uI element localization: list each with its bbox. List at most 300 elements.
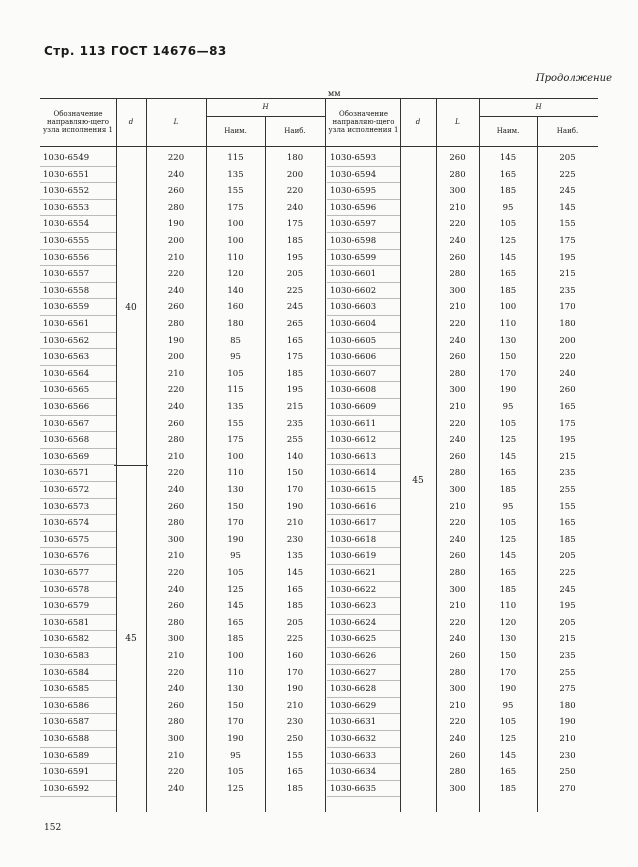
code-cell: 1030-6625 [330,634,377,645]
h-max-cell: 195 [559,252,576,263]
h-max-cell: 220 [559,352,576,363]
rule-line [325,98,326,812]
code-cell: 1030-6549 [43,153,90,163]
code-cell: 1030-6577 [43,568,90,578]
code-cell: 1030-6578 [43,584,90,595]
h-max-cell: 200 [559,335,576,346]
h-max-cell: 165 [286,767,304,778]
h-min-cell: 125 [227,584,244,595]
l-cell: 300 [167,634,185,645]
h-min-cell: 165 [499,169,517,180]
l-cell: 260 [167,302,185,313]
code-cell: 1030-6596 [330,202,377,213]
code-cell: 1030-6581 [43,617,90,628]
h-min-cell: 135 [227,402,244,412]
code-cell: 1030-6623 [330,601,377,612]
code-cell: 1030-6564 [43,368,90,379]
h-max-cell: 145 [286,568,304,578]
h-min-cell: 150 [227,501,244,512]
h-min-cell: 165 [499,269,517,280]
h-max-cell: 245 [559,584,576,595]
h-min-cell: 145 [227,601,244,612]
l-cell: 220 [167,568,185,578]
l-cell: 240 [167,485,185,495]
h-min-cell: 125 [499,435,517,446]
l-cell: 260 [167,501,185,512]
code-cell: 1030-6562 [43,335,90,346]
h-min-cell: 95 [230,750,241,761]
h-min-cell: 140 [227,285,244,296]
header-L: L [173,118,179,126]
code-cell: 1030-6613 [330,451,377,462]
unit-label: мм [328,89,341,98]
h-min-cell: 145 [499,153,517,163]
code-cell: 1030-6609 [330,402,377,412]
code-cell: 1030-6603 [330,302,377,313]
header-H: H [535,103,542,111]
h-max-cell: 205 [559,617,576,628]
h-max-cell: 245 [286,302,304,313]
h-max-cell: 235 [559,468,576,479]
h-max-cell: 190 [286,684,304,695]
l-cell: 260 [449,551,466,562]
h-max-cell: 250 [559,767,576,778]
h-min-cell: 145 [499,750,517,761]
header-h_max: Наиб. [556,127,579,135]
h-min-cell: 125 [499,734,517,744]
h-min-cell: 125 [499,236,517,246]
l-cell: 220 [449,219,466,230]
h-max-cell: 240 [286,202,304,213]
code-cell: 1030-6563 [43,352,90,363]
h-min-cell: 105 [227,767,244,778]
l-cell: 240 [167,169,185,180]
l-cell: 220 [449,418,466,429]
h-max-cell: 180 [286,153,304,163]
code-cell: 1030-6567 [43,418,90,429]
h-max-cell: 230 [286,534,304,545]
h-max-cell: 185 [286,601,304,612]
h-min-cell: 125 [227,783,244,794]
h-min-cell: 105 [227,568,244,578]
code-cell: 1030-6619 [330,551,377,562]
h-max-cell: 235 [286,418,304,429]
h-min-cell: 95 [230,352,241,363]
code-cell: 1030-6635 [330,783,377,794]
code-cell: 1030-6633 [330,750,377,761]
code-cell: 1030-6583 [43,651,90,661]
h-max-cell: 170 [559,302,576,313]
l-cell: 240 [167,285,185,296]
h-min-cell: 130 [227,485,244,495]
h-max-cell: 205 [286,269,304,280]
h-min-cell: 130 [227,684,244,695]
l-cell: 210 [167,651,185,661]
l-cell: 280 [167,717,185,728]
l-cell: 260 [449,153,466,163]
l-cell: 280 [449,667,466,678]
l-cell: 300 [449,684,466,695]
code-cell: 1030-6597 [330,219,377,230]
code-cell: 1030-6611 [330,418,377,429]
l-cell: 210 [167,368,185,379]
l-cell: 220 [449,518,466,529]
code-cell: 1030-6554 [43,219,90,230]
h-max-cell: 175 [559,418,576,429]
h-max-cell: 180 [559,319,576,329]
code-cell: 1030-6592 [43,783,90,794]
l-cell: 260 [449,352,466,363]
l-cell: 300 [449,186,466,197]
h-max-cell: 265 [286,319,304,329]
h-max-cell: 180 [559,700,576,711]
h-min-cell: 185 [499,285,517,296]
code-cell: 1030-6616 [330,501,377,512]
h-max-cell: 255 [286,435,304,446]
h-min-cell: 190 [227,534,244,545]
code-cell: 1030-6602 [330,285,377,296]
l-cell: 240 [449,734,466,744]
h-min-cell: 165 [499,468,517,479]
h-max-cell: 135 [286,551,304,562]
h-min-cell: 110 [227,468,244,479]
code-cell: 1030-6634 [330,767,377,778]
code-cell: 1030-6599 [330,252,377,263]
l-cell: 200 [167,236,185,246]
code-cell: 1030-6631 [330,717,377,728]
page-number: 152 [44,823,62,833]
page-header: Стр. 113 ГОСТ 14676—83 [44,44,227,58]
l-cell: 300 [449,385,466,396]
code-cell: 1030-6574 [43,518,90,529]
group-rule [114,465,148,466]
l-cell: 300 [167,734,185,744]
h-min-cell: 180 [227,319,244,329]
l-cell: 210 [449,302,466,313]
h-max-cell: 230 [286,717,304,728]
l-cell: 300 [449,485,466,495]
l-cell: 280 [449,468,466,479]
l-cell: 280 [167,202,185,213]
h-max-cell: 160 [286,651,304,661]
h-max-cell: 175 [559,236,576,246]
h-min-cell: 115 [227,153,244,163]
code-cell: 1030-6594 [330,169,377,180]
code-cell: 1030-6571 [43,468,90,479]
code-cell: 1030-6573 [43,501,90,512]
code-cell: 1030-6598 [330,236,377,246]
h-max-cell: 190 [286,501,304,512]
h-max-cell: 185 [286,783,304,794]
code-cell: 1030-6612 [330,435,377,446]
code-cell: 1030-6576 [43,551,90,562]
h-max-cell: 185 [286,236,304,246]
h-max-cell: 185 [286,368,304,379]
continuation-label: Продолжение [535,73,612,84]
h-min-cell: 110 [499,601,517,612]
l-cell: 260 [167,601,185,612]
h-max-cell: 215 [559,451,576,462]
l-cell: 220 [449,717,466,728]
h-max-cell: 200 [286,169,304,180]
h-max-cell: 225 [286,634,304,645]
h-min-cell: 185 [499,186,517,197]
l-cell: 220 [167,667,185,678]
h-min-cell: 165 [499,767,517,778]
h-min-cell: 150 [227,700,244,711]
l-cell: 280 [167,435,185,446]
h-min-cell: 95 [502,202,514,213]
h-min-cell: 105 [499,219,517,230]
h-min-cell: 105 [227,368,244,379]
l-cell: 280 [167,518,185,529]
h-max-cell: 235 [559,285,576,296]
h-min-cell: 150 [499,651,517,661]
code-cell: 1030-6629 [330,700,377,711]
l-cell: 220 [167,269,185,280]
l-cell: 210 [449,202,466,213]
h-max-cell: 170 [286,667,304,678]
h-max-cell: 260 [559,385,576,396]
l-cell: 210 [167,252,185,263]
h-min-cell: 170 [499,667,517,678]
h-max-cell: 225 [559,169,576,180]
h-min-cell: 155 [227,186,244,197]
code-cell: 1030-6556 [43,252,90,263]
code-cell: 1030-6569 [43,451,90,462]
l-cell: 300 [449,783,466,794]
l-cell: 260 [167,418,185,429]
code-cell: 1030-6624 [330,617,377,628]
h-min-cell: 120 [499,617,517,628]
h-min-cell: 145 [499,451,517,462]
h-max-cell: 250 [286,734,304,744]
h-min-cell: 185 [227,634,244,645]
h-max-cell: 175 [286,219,304,230]
h-min-cell: 175 [227,202,244,213]
h-min-cell: 95 [502,700,514,711]
h-min-cell: 95 [230,551,241,562]
h-min-cell: 100 [227,651,244,661]
code-cell: 1030-6582 [43,634,90,645]
code-cell: 1030-6607 [330,368,377,379]
l-cell: 260 [449,451,466,462]
l-cell: 240 [167,584,185,595]
h-min-cell: 185 [499,783,517,794]
l-cell: 240 [449,335,466,346]
code-cell: 1030-6572 [43,485,90,495]
h-min-cell: 130 [499,634,517,645]
h-max-cell: 240 [559,368,576,379]
h-max-cell: 195 [286,252,304,263]
h-max-cell: 170 [286,485,304,495]
l-cell: 280 [167,319,185,329]
h-max-cell: 275 [559,684,576,695]
l-cell: 280 [449,269,466,280]
header-code: Обозначение направляю-щего узла исполнения 1 [43,110,113,134]
h-max-cell: 155 [559,219,576,230]
code-cell: 1030-6618 [330,534,377,545]
code-cell: 1030-6622 [330,584,377,595]
d-group-cell: 40 [125,302,137,313]
row-rule [40,796,116,797]
h-max-cell: 225 [286,285,304,296]
h-min-cell: 115 [227,385,244,396]
h-max-cell: 205 [559,153,576,163]
h-min-cell: 165 [227,617,244,628]
h-min-cell: 100 [227,219,244,230]
header-d: d [415,118,421,126]
l-cell: 280 [449,767,466,778]
l-cell: 280 [449,169,466,180]
l-cell: 280 [167,617,185,628]
l-cell: 260 [449,750,466,761]
header-h_min: Наим. [224,127,247,135]
h-min-cell: 185 [499,485,517,495]
l-cell: 210 [449,700,466,711]
code-cell: 1030-6565 [43,385,90,396]
l-cell: 220 [167,468,185,479]
h-max-cell: 255 [559,485,576,495]
h-min-cell: 85 [230,335,241,346]
header-L: L [455,118,460,126]
h-min-cell: 145 [499,551,517,562]
h-max-cell: 255 [559,667,576,678]
h-min-cell: 145 [499,252,517,263]
h-min-cell: 170 [499,368,517,379]
h-min-cell: 130 [499,335,517,346]
code-cell: 1030-6568 [43,435,90,446]
l-cell: 210 [449,402,466,412]
l-cell: 240 [167,783,185,794]
l-cell: 240 [449,435,466,446]
h-min-cell: 125 [499,534,517,545]
code-cell: 1030-6588 [43,734,90,744]
header-code: Обозначение направляю-щего узла исполнения 1 [328,110,399,134]
code-cell: 1030-6595 [330,186,377,197]
h-min-cell: 190 [227,734,244,744]
l-cell: 260 [167,700,185,711]
l-cell: 200 [167,352,185,363]
h-max-cell: 195 [559,435,576,446]
d-group-cell: 45 [412,476,424,486]
h-max-cell: 215 [559,269,576,280]
h-max-cell: 140 [286,451,304,462]
h-min-cell: 95 [502,501,514,512]
h-min-cell: 100 [227,451,244,462]
h-min-cell: 190 [499,684,517,695]
h-min-cell: 160 [227,302,244,313]
h-max-cell: 165 [286,584,304,595]
code-cell: 1030-6557 [43,269,90,280]
l-cell: 300 [167,534,185,545]
h-max-cell: 205 [286,617,304,628]
l-cell: 260 [449,252,466,263]
l-cell: 220 [449,319,466,329]
code-cell: 1030-6606 [330,352,377,363]
h-min-cell: 110 [499,319,517,329]
code-cell: 1030-6552 [43,186,90,197]
h-min-cell: 95 [502,402,514,412]
l-cell: 220 [167,153,185,163]
code-cell: 1030-6593 [330,153,377,163]
code-cell: 1030-6615 [330,485,377,495]
l-cell: 190 [167,335,185,346]
code-cell: 1030-6605 [330,335,377,346]
code-cell: 1030-6601 [330,269,377,280]
code-cell: 1030-6558 [43,285,90,296]
code-cell: 1030-6591 [43,767,90,778]
code-cell: 1030-6621 [330,568,377,578]
h-max-cell: 215 [286,402,304,412]
code-cell: 1030-6632 [330,734,377,744]
h-min-cell: 105 [499,717,517,728]
code-cell: 1030-6589 [43,750,90,761]
h-min-cell: 110 [227,252,244,263]
h-max-cell: 210 [286,700,304,711]
l-cell: 280 [449,368,466,379]
code-cell: 1030-6559 [43,302,90,313]
l-cell: 220 [449,617,466,628]
l-cell: 260 [167,186,185,197]
l-cell: 240 [167,684,185,695]
l-cell: 210 [449,601,466,612]
h-min-cell: 190 [499,385,517,396]
l-cell: 300 [449,584,466,595]
h-max-cell: 165 [286,335,304,346]
h-max-cell: 145 [559,202,576,213]
code-cell: 1030-6627 [330,667,377,678]
header-h_min: Наим. [496,127,520,135]
h-max-cell: 150 [286,468,304,479]
h-max-cell: 195 [286,385,304,396]
l-cell: 220 [167,385,185,396]
code-cell: 1030-6579 [43,601,90,612]
l-cell: 280 [449,568,466,578]
l-cell: 240 [449,236,466,246]
h-max-cell: 210 [286,518,304,529]
h-max-cell: 210 [559,734,576,744]
l-cell: 240 [449,634,466,645]
code-cell: 1030-6604 [330,319,377,329]
l-cell: 190 [167,219,185,230]
code-cell: 1030-6555 [43,236,90,246]
h-max-cell: 155 [286,750,304,761]
h-min-cell: 135 [227,169,244,180]
code-cell: 1030-6585 [43,684,90,695]
header-H: H [262,103,269,111]
code-cell: 1030-6608 [330,385,377,396]
h-min-cell: 155 [227,418,244,429]
h-max-cell: 190 [559,717,576,728]
h-max-cell: 235 [559,651,576,661]
code-cell: 1030-6553 [43,202,90,213]
h-max-cell: 245 [559,186,576,197]
h-min-cell: 175 [227,435,244,446]
row-rule [327,796,400,797]
l-cell: 240 [449,534,466,545]
l-cell: 260 [449,651,466,661]
l-cell: 300 [449,285,466,296]
code-cell: 1030-6575 [43,534,90,545]
l-cell: 240 [167,402,185,412]
h-max-cell: 165 [559,402,576,412]
h-min-cell: 170 [227,717,244,728]
h-max-cell: 270 [559,783,576,794]
l-cell: 220 [167,767,185,778]
h-min-cell: 100 [227,236,244,246]
h-min-cell: 170 [227,518,244,529]
